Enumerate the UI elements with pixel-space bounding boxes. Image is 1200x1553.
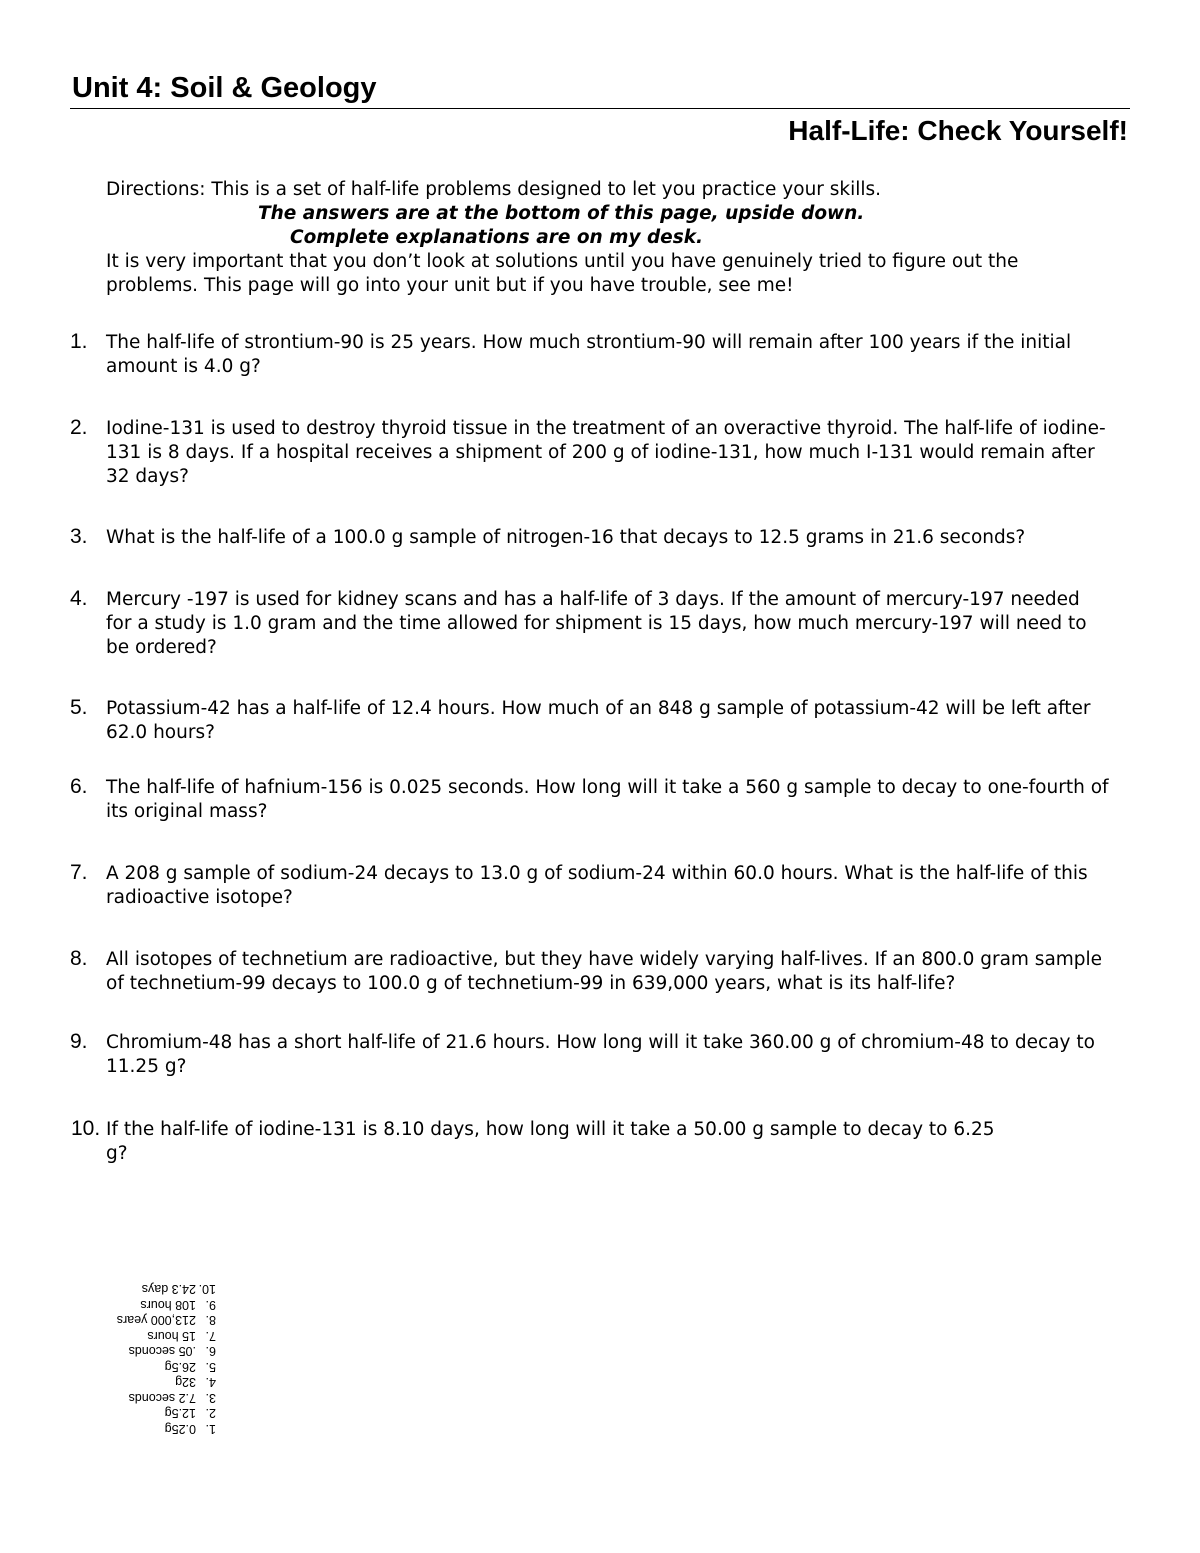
answer-row — [101, 1312, 216, 1328]
question-7 — [70, 861, 1111, 910]
question-text: Potassium-42 has a half-life of 12.4 hours. How much of an 848 g sample of potassium-42 will be left after 62.0 hours? — [106, 698, 1091, 743]
answer-number: 8. — [205, 1313, 216, 1328]
answer-row — [101, 1359, 216, 1375]
question-10 — [71, 1117, 1006, 1166]
answer-value: 12.5g — [164, 1406, 196, 1421]
page-title: Half-Life: Check Yourself! — [788, 115, 1128, 146]
answer-value: 15 hours — [147, 1329, 196, 1343]
directions-paragraph: It is very important that you don’t look at solutions until you have genuinely tried to figure out the problems. This page will go into your unit but if you have trouble, see me! — [106, 251, 1019, 296]
answer-value: 0.25g — [164, 1422, 196, 1436]
answer-number: 6. — [205, 1344, 216, 1359]
question-number: 6. — [70, 775, 88, 798]
answer-row — [101, 1405, 216, 1421]
header-rule — [70, 108, 1130, 109]
answer-row — [101, 1421, 216, 1437]
answer-number: 7. — [205, 1329, 216, 1343]
answer-row — [101, 1328, 216, 1344]
answer-value: 7.2 seconds — [128, 1391, 196, 1405]
question-text: Iodine-131 is used to destroy thyroid tissue in the treatment of an overactive thyroid. The half-life of iodine-131 is 8 days. If a hospital receives a shipment of 200 g of iodine-131, how much I-131 would remain after 32 days? — [106, 418, 1106, 487]
answer-number: 3. — [205, 1391, 216, 1405]
question-number: 7. — [70, 861, 88, 884]
question-2 — [70, 416, 1111, 489]
question-text: A 208 g sample of sodium-24 decays to 13.0 g of sodium-24 within 60.0 hours. What is the half-life of this radioactive isotope? — [106, 863, 1088, 908]
answer-number: 2. — [205, 1406, 216, 1421]
question-3 — [70, 525, 1111, 550]
question-8 — [70, 947, 1111, 996]
answer-row — [101, 1297, 216, 1313]
question-number: 1. — [70, 330, 88, 353]
answer-number: 4. — [205, 1375, 216, 1390]
question-text: If the half-life of iodine-131 is 8.10 days, how long will it take a 50.00 g sample to decay to 6.25 g? — [106, 1119, 995, 1164]
question-text: Mercury -197 is used for kidney scans and has a half-life of 3 days. If the amount of mercury-197 needed for a study is 1.0 gram and the time allowed for shipment is 15 days, how much mercury-197 will need to be ordered? — [106, 589, 1087, 658]
question-text: What is the half-life of a 100.0 g sample of nitrogen-16 that decays to 12.5 grams in 21.6 seconds? — [106, 527, 1026, 548]
question-number: 2. — [70, 416, 88, 439]
question-number: 10. — [71, 1117, 101, 1140]
unit-title: Unit 4: Soil & Geology — [72, 72, 377, 104]
directions-line: Directions: This is a set of half-life problems designed to let you practice your skills. — [106, 179, 882, 200]
answer-value: .05 seconds — [128, 1344, 196, 1359]
answer-value: 32g — [175, 1375, 196, 1390]
answer-row — [101, 1374, 216, 1390]
question-number: 3. — [70, 525, 88, 548]
question-number: 5. — [70, 696, 88, 719]
question-text: All isotopes of technetium are radioactive, but they have widely varying half-lives. If an 800.0 gram sample of technetium-99 decays to 100.0 g of technetium-99 in 639,000 years, what is its half-life? — [106, 949, 1103, 994]
question-text: The half-life of strontium-90 is 25 years. How much strontium-90 will remain after 100 years if the initial amount is 4.0 g? — [106, 332, 1072, 377]
answer-number: 1. — [205, 1422, 216, 1436]
directions — [106, 178, 1116, 298]
question-1 — [70, 330, 1111, 379]
answer-row — [101, 1343, 216, 1359]
answer-row — [101, 1281, 216, 1297]
answer-number: 9. — [205, 1298, 216, 1312]
question-5 — [70, 696, 1111, 745]
answer-number: 10. — [198, 1282, 216, 1297]
explanations-note: Complete explanations are on my desk. — [290, 227, 704, 248]
question-number: 8. — [70, 947, 88, 970]
answers-note: The answers are at the bottom of this page, upside down. — [258, 203, 865, 224]
answer-row — [101, 1390, 216, 1406]
answer-value: 108 hours — [140, 1298, 196, 1312]
answer-value: 26.5g — [164, 1360, 196, 1374]
question-number: 9. — [70, 1030, 88, 1053]
question-text: The half-life of hafnium-156 is 0.025 seconds. How long will it take a 560 g sample to decay to one-fourth of its original mass? — [106, 777, 1109, 822]
answer-number: 5. — [205, 1360, 216, 1374]
answer-value: 213,000 years — [116, 1313, 196, 1328]
question-number: 4. — [70, 587, 88, 610]
upside-down-answers — [101, 1279, 216, 1436]
question-text: Chromium-48 has a short half-life of 21.6 hours. How long will it take 360.00 g of chromium-48 to decay to 11.25 g? — [106, 1032, 1095, 1077]
question-6 — [70, 775, 1111, 824]
question-4 — [70, 587, 1111, 660]
question-9 — [70, 1030, 1111, 1079]
answer-value: 24.3 days — [141, 1282, 196, 1297]
